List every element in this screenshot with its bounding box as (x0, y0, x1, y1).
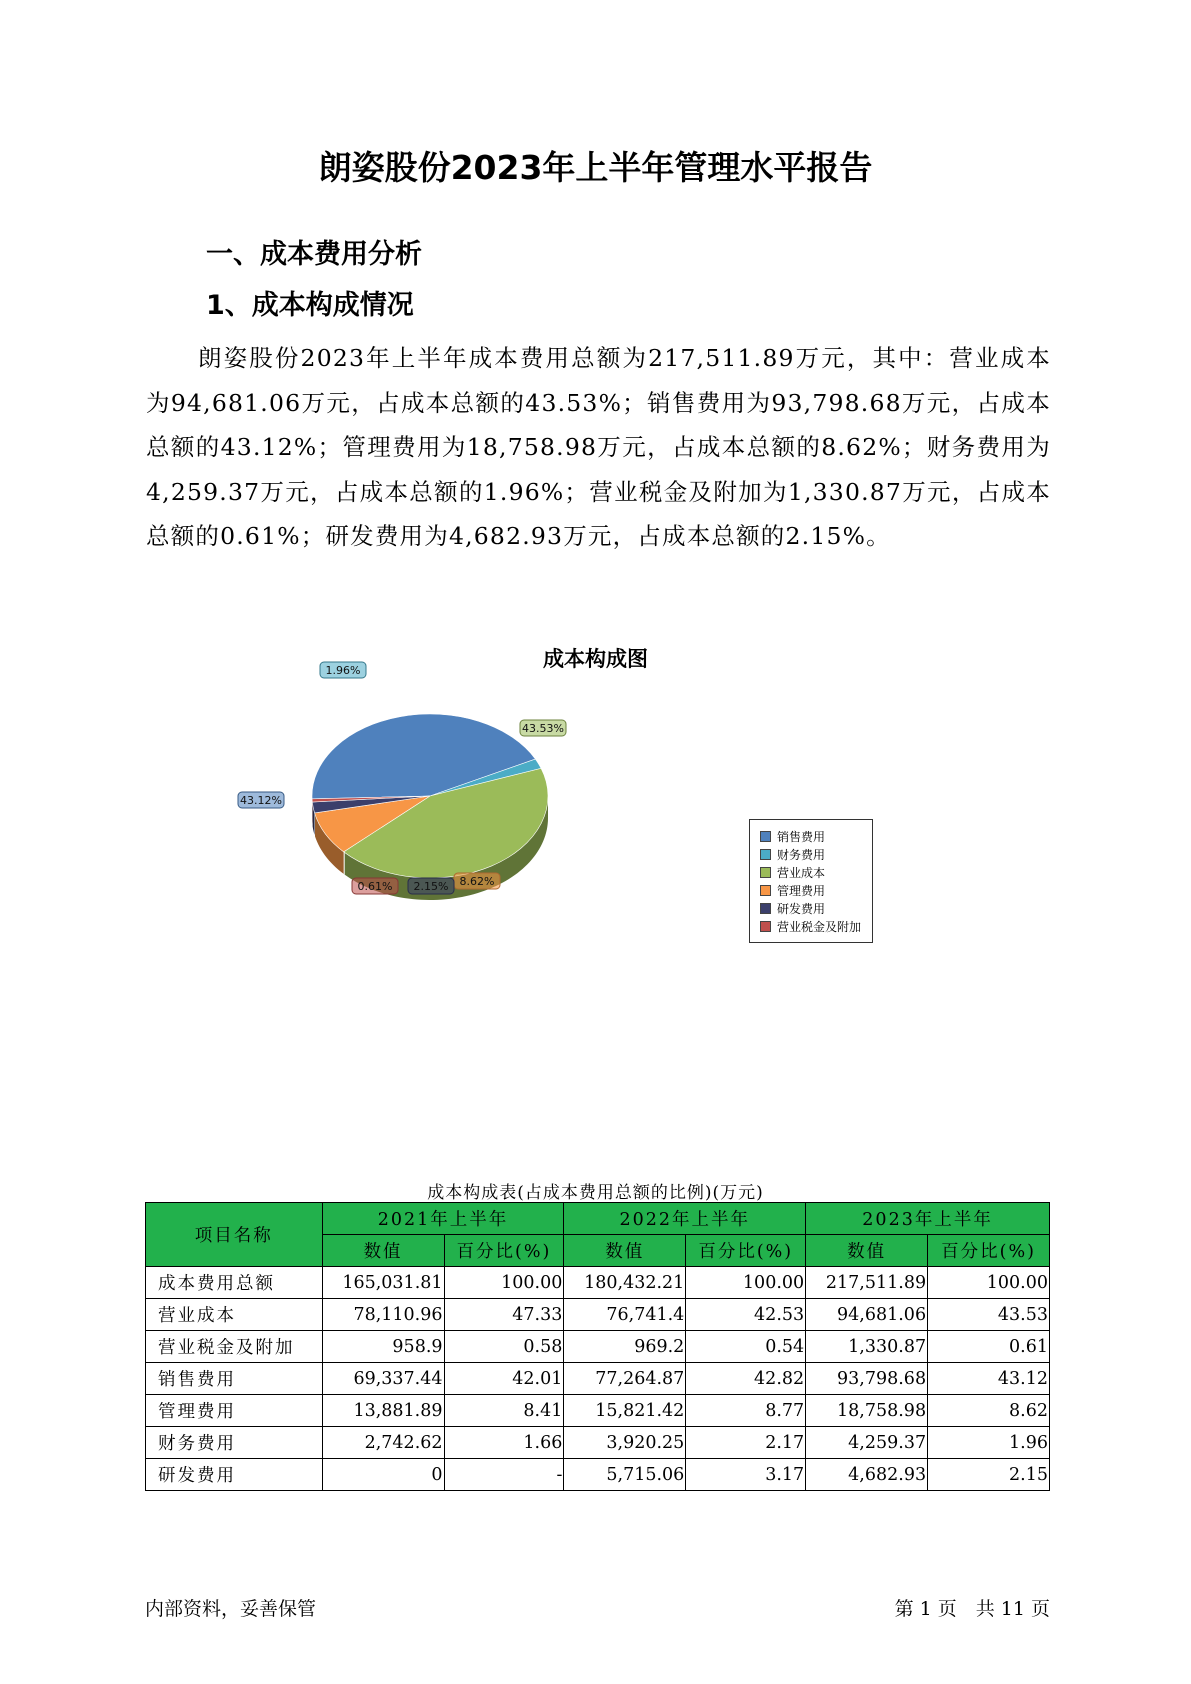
legend-label: 销售费用 (777, 829, 826, 844)
table-cell: 180,432.21 (564, 1267, 686, 1299)
sub-header: 百分比(%) (444, 1235, 564, 1267)
legend-swatch (760, 885, 771, 896)
table-cell: 76,741.4 (564, 1299, 686, 1331)
row-label: 销售费用 (146, 1363, 323, 1395)
legend-item (750, 881, 872, 899)
table-cell: 77,264.87 (564, 1363, 686, 1395)
period-header: 2021年上半年 (322, 1203, 564, 1235)
slice-data-label (320, 662, 366, 678)
sub-header: 百分比(%) (928, 1235, 1050, 1267)
row-label: 管理费用 (146, 1395, 323, 1427)
chart-legend (749, 819, 873, 943)
legend-swatch (760, 867, 771, 878)
table-cell: 42.01 (444, 1363, 564, 1395)
table-row (146, 1427, 1050, 1459)
slice-data-label (520, 720, 566, 736)
table-cell: 0.54 (686, 1331, 806, 1363)
table-cell: 4,259.37 (806, 1427, 928, 1459)
table-cell: 94,681.06 (806, 1299, 928, 1331)
table-cell: 1,330.87 (806, 1331, 928, 1363)
row-label: 营业税金及附加 (146, 1331, 323, 1363)
legend-item (750, 827, 872, 845)
table-cell: 42.53 (686, 1299, 806, 1331)
table-cell: 4,682.93 (806, 1459, 928, 1491)
table-cell: 2.17 (686, 1427, 806, 1459)
legend-label: 管理费用 (777, 883, 826, 898)
table-cell: 78,110.96 (322, 1299, 444, 1331)
legend-item (750, 899, 872, 917)
table-cell: 0.61 (928, 1331, 1050, 1363)
legend-item (750, 845, 872, 863)
sub-header: 百分比(%) (686, 1235, 806, 1267)
table-cell: 100.00 (686, 1267, 806, 1299)
table-cell: 42.82 (686, 1363, 806, 1395)
footer-page-number: 第 1 页 共 11 页 (894, 1598, 1050, 1620)
legend-label: 营业税金及附加 (777, 919, 862, 934)
sub-header: 数值 (564, 1235, 686, 1267)
cost-pie-chart (220, 664, 620, 960)
document-title: 朗姿股份2023年上半年管理水平报告 (318, 148, 873, 187)
table-cell: 3.17 (686, 1459, 806, 1491)
table-row (146, 1299, 1050, 1331)
slice-label-text: 43.12% (240, 794, 282, 807)
table-cell: 69,337.44 (322, 1363, 444, 1395)
table-cell: 15,821.42 (564, 1395, 686, 1427)
table-cell: 18,758.98 (806, 1395, 928, 1427)
table-cell: 0 (322, 1459, 444, 1491)
legend-swatch (760, 849, 771, 860)
pie-top-face (312, 714, 548, 878)
table-cell: 8.41 (444, 1395, 564, 1427)
footer-confidential: 内部资料，妥善保管 (145, 1598, 317, 1620)
chart-title: 成本构成图 (543, 647, 648, 671)
table-cell: 0.58 (444, 1331, 564, 1363)
table-cell: 8.62 (928, 1395, 1050, 1427)
legend-item (750, 863, 872, 881)
legend-swatch (760, 831, 771, 842)
table-cell: 2,742.62 (322, 1427, 444, 1459)
corner-header: 项目名称 (146, 1203, 323, 1267)
table-cell: 5,715.06 (564, 1459, 686, 1491)
slice-label-text: 43.53% (522, 722, 564, 735)
table-cell: 100.00 (444, 1267, 564, 1299)
slice-data-label (238, 792, 284, 808)
slice-label-text: 1.96% (325, 664, 361, 677)
period-header: 2023年上半年 (806, 1203, 1050, 1235)
table-cell: 958.9 (322, 1331, 444, 1363)
legend-label: 财务费用 (777, 847, 826, 862)
row-label: 财务费用 (146, 1427, 323, 1459)
sub-header: 数值 (322, 1235, 444, 1267)
table-cell: 165,031.81 (322, 1267, 444, 1299)
cost-structure-table (145, 1202, 1050, 1491)
table-cell: 47.33 (444, 1299, 564, 1331)
row-label: 研发费用 (146, 1459, 323, 1491)
table-cell: - (444, 1459, 564, 1491)
slice-label-text: 0.61% (357, 880, 393, 893)
row-label: 营业成本 (146, 1299, 323, 1331)
section-heading: 一、成本费用分析 (206, 239, 422, 270)
table-cell: 3,920.25 (564, 1427, 686, 1459)
table-cell: 217,511.89 (806, 1267, 928, 1299)
sub-header: 数值 (806, 1235, 928, 1267)
row-label: 成本费用总额 (146, 1267, 323, 1299)
table-cell: 1.96 (928, 1427, 1050, 1459)
table-cell: 93,798.68 (806, 1363, 928, 1395)
summary-paragraph: 朗姿股份2023年上半年成本费用总额为217,511.89万元，其中：营业成本为94,681.06万元，占成本总额的43.53%；销售费用为93,798.68万元，占成本总额的43.12%；管理费用为18,758.98万元，占成本总额的8.62%；财务费用为4,259.37万元，占成本总额的1.96%；营业税金及附加为1,330.87万元，占成本总额的0.61%；研发费用为4,682.93万元，占成本总额的2.15%。 (146, 344, 1051, 550)
table-cell: 43.53 (928, 1299, 1050, 1331)
slice-data-label (454, 873, 500, 889)
slice-label-text: 2.15% (413, 880, 449, 893)
slice-data-label (408, 878, 454, 894)
table-cell: 1.66 (444, 1427, 564, 1459)
table-row (146, 1395, 1050, 1427)
table-cell: 8.77 (686, 1395, 806, 1427)
table-row (146, 1459, 1050, 1491)
legend-swatch (760, 903, 771, 914)
legend-swatch (760, 921, 771, 932)
subsection-heading: 1、成本构成情况 (206, 290, 414, 321)
period-header: 2022年上半年 (564, 1203, 806, 1235)
table-row (146, 1363, 1050, 1395)
table-cell: 100.00 (928, 1267, 1050, 1299)
slice-data-label (352, 878, 398, 894)
legend-item (750, 917, 872, 935)
table-cell: 43.12 (928, 1363, 1050, 1395)
table-cell: 2.15 (928, 1459, 1050, 1491)
slice-label-text: 8.62% (459, 875, 495, 888)
table-row (146, 1267, 1050, 1299)
legend-label: 营业成本 (777, 865, 826, 880)
table-cell: 969.2 (564, 1331, 686, 1363)
legend-label: 研发费用 (777, 901, 826, 916)
table-caption: 成本构成表(占成本费用总额的比例)(万元) (427, 1183, 764, 1203)
table-row (146, 1331, 1050, 1363)
table-cell: 13,881.89 (322, 1395, 444, 1427)
